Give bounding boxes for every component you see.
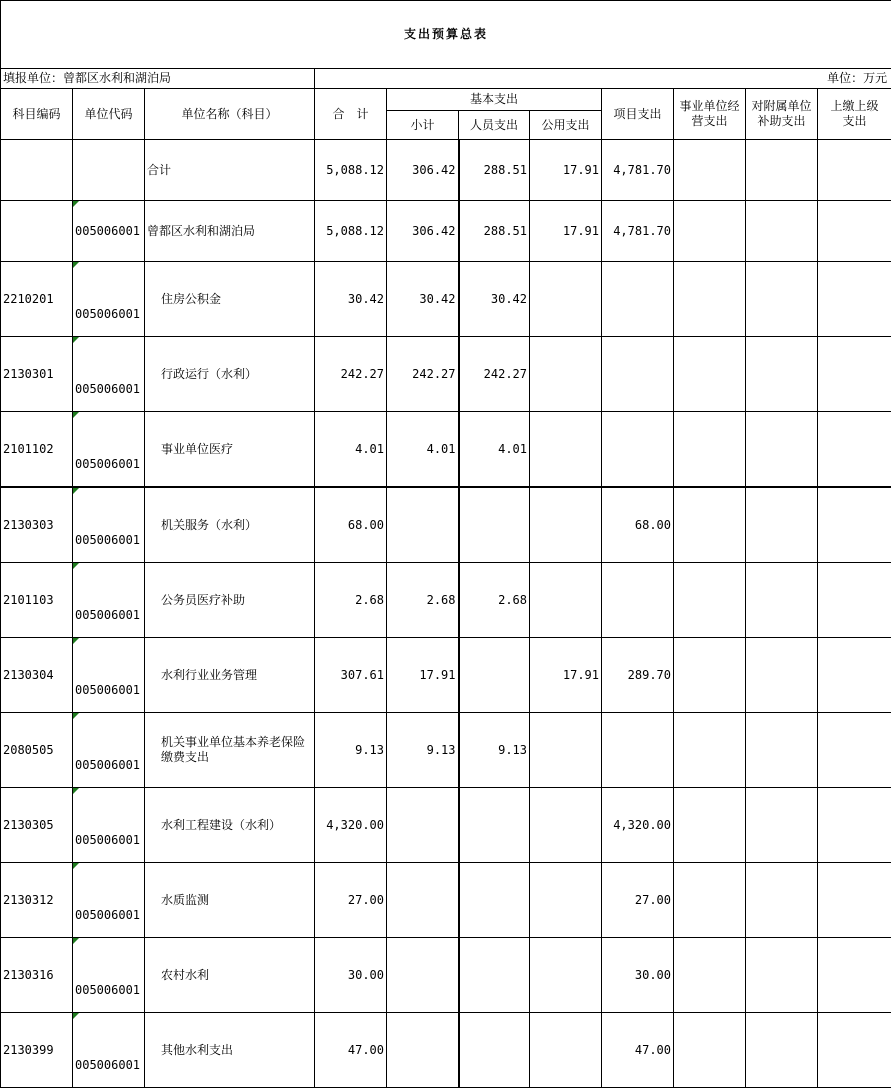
total-cell: 30.42 (315, 262, 387, 337)
upper-cell (818, 337, 891, 412)
header-project-expenditure: 项目支出 (602, 89, 674, 140)
unit-code-text: 005006001 (75, 833, 140, 847)
personnel-cell: 288.51 (459, 201, 530, 262)
subject-code-cell: 2130399 (1, 1013, 73, 1088)
subject-code-cell (1, 140, 73, 201)
public-cell (530, 713, 602, 788)
header-subtotal: 小计 (387, 111, 459, 140)
table-row (1, 412, 891, 488)
subtotal-cell: 306.42 (387, 140, 459, 201)
subject-code-cell: 2130301 (1, 337, 73, 412)
unit-name-cell: 水利行业业务管理 (145, 638, 315, 713)
unit-name-cell: 其他水利支出 (145, 1013, 315, 1088)
upper-cell (818, 412, 891, 488)
unit-code-cell (73, 337, 145, 412)
unit-code-cell (73, 262, 145, 337)
table-row (1, 713, 891, 788)
upper-cell (818, 563, 891, 638)
header-subject-code: 科目编码 (1, 89, 73, 140)
table-row (1, 140, 891, 201)
cell-note-marker-icon (73, 713, 79, 719)
project-cell: 30.00 (602, 938, 674, 1013)
cell-note-marker-icon (73, 863, 79, 869)
operating-cell (674, 262, 746, 337)
unit-code-text: 005006001 (75, 307, 140, 321)
unit-code-cell (73, 563, 145, 638)
unit-code-cell (73, 938, 145, 1013)
total-cell: 9.13 (315, 713, 387, 788)
header-basic-expenditure: 基本支出 (387, 89, 602, 111)
unit-code-cell (73, 487, 145, 563)
subject-code-cell: 2130316 (1, 938, 73, 1013)
personnel-cell (459, 788, 530, 863)
upper-cell (818, 713, 891, 788)
unit-code-text: 005006001 (75, 683, 140, 697)
personnel-cell (459, 938, 530, 1013)
unit-code-cell (73, 140, 145, 201)
operating-cell (674, 713, 746, 788)
operating-cell (674, 140, 746, 201)
personnel-cell: 242.27 (459, 337, 530, 412)
subject-code-cell: 2101102 (1, 412, 73, 488)
upper-cell (818, 140, 891, 201)
personnel-cell: 288.51 (459, 140, 530, 201)
operating-cell (674, 863, 746, 938)
unit-code-text: 005006001 (75, 1058, 140, 1072)
public-cell (530, 563, 602, 638)
unit-name-cell: 行政运行（水利） (145, 337, 315, 412)
unit-code-cell (73, 788, 145, 863)
subject-code-cell: 2130312 (1, 863, 73, 938)
subsidy-cell (746, 412, 818, 488)
public-cell (530, 412, 602, 488)
public-cell (530, 1013, 602, 1088)
total-cell: 2.68 (315, 563, 387, 638)
total-cell: 47.00 (315, 1013, 387, 1088)
operating-cell (674, 201, 746, 262)
operating-cell (674, 1013, 746, 1088)
unit-name-cell: 机关事业单位基本养老保险缴费支出 (145, 713, 315, 788)
subtotal-cell (387, 1013, 459, 1088)
table-row (1, 788, 891, 863)
unit-code-cell (73, 638, 145, 713)
unit-name-cell: 事业单位医疗 (145, 412, 315, 488)
header-unit-name: 单位名称（科目） (145, 89, 315, 140)
personnel-cell (459, 1013, 530, 1088)
total-cell: 5,088.12 (315, 140, 387, 201)
table-row (1, 1013, 891, 1088)
table-row (1, 563, 891, 638)
subsidy-cell (746, 1013, 818, 1088)
cell-note-marker-icon (73, 788, 79, 794)
subtotal-cell (387, 788, 459, 863)
unit-name-cell: 合计 (145, 140, 315, 201)
upper-cell (818, 863, 891, 938)
subject-code-cell: 2101103 (1, 563, 73, 638)
project-cell: 4,320.00 (602, 788, 674, 863)
project-cell: 4,781.70 (602, 201, 674, 262)
subsidy-cell (746, 337, 818, 412)
subtotal-cell (387, 938, 459, 1013)
header-subsidy-expenditure: 对附属单位补助支出 (746, 89, 818, 140)
operating-cell (674, 788, 746, 863)
unit-name-cell: 曾都区水利和湖泊局 (145, 201, 315, 262)
unit-code-cell (73, 412, 145, 488)
unit-name-cell: 水质监测 (145, 863, 315, 938)
personnel-cell (459, 487, 530, 563)
personnel-cell: 4.01 (459, 412, 530, 488)
unit-code-text: 005006001 (75, 983, 140, 997)
personnel-cell (459, 863, 530, 938)
operating-cell (674, 487, 746, 563)
operating-cell (674, 412, 746, 488)
subsidy-cell (746, 863, 818, 938)
public-cell: 17.91 (530, 140, 602, 201)
subject-code-cell: 2130303 (1, 487, 73, 563)
cell-note-marker-icon (73, 1013, 79, 1019)
cell-note-marker-icon (73, 938, 79, 944)
unit-code-cell (73, 1013, 145, 1088)
public-cell: 17.91 (530, 201, 602, 262)
subtotal-cell: 2.68 (387, 563, 459, 638)
subtotal-cell: 17.91 (387, 638, 459, 713)
public-cell (530, 938, 602, 1013)
subtotal-cell: 306.42 (387, 201, 459, 262)
subtotal-cell: 4.01 (387, 412, 459, 488)
project-cell: 68.00 (602, 487, 674, 563)
total-cell: 30.00 (315, 938, 387, 1013)
upper-cell (818, 262, 891, 337)
unit-name-cell: 公务员医疗补助 (145, 563, 315, 638)
personnel-cell: 2.68 (459, 563, 530, 638)
unit-label: 单位：万元 (315, 69, 891, 89)
table-row (1, 487, 891, 563)
filing-unit: 填报单位：曾都区水利和湖泊局 (1, 69, 315, 89)
subject-code-cell: 2210201 (1, 262, 73, 337)
subsidy-cell (746, 201, 818, 262)
header-public: 公用支出 (530, 111, 602, 140)
cell-note-marker-icon (73, 262, 79, 268)
upper-cell (818, 1013, 891, 1088)
unit-code-text: 005006001 (75, 533, 140, 547)
unit-code-text: 005006001 (75, 608, 140, 622)
table-row (1, 201, 891, 262)
project-cell (602, 412, 674, 488)
total-cell: 307.61 (315, 638, 387, 713)
project-cell (602, 713, 674, 788)
upper-cell (818, 638, 891, 713)
operating-cell (674, 638, 746, 713)
unit-name-cell: 水利工程建设（水利） (145, 788, 315, 863)
subject-code-cell: 2130304 (1, 638, 73, 713)
subject-code-cell: 2130305 (1, 788, 73, 863)
table-row (1, 938, 891, 1013)
project-cell (602, 337, 674, 412)
public-cell: 17.91 (530, 638, 602, 713)
table-row (1, 638, 891, 713)
page-title: 支出预算总表 (1, 1, 891, 69)
subject-code-cell: 2080505 (1, 713, 73, 788)
unit-code-text: 005006001 (75, 908, 140, 922)
unit-code-text: 005006001 (75, 457, 140, 471)
project-cell (602, 563, 674, 638)
cell-note-marker-icon (73, 412, 79, 418)
subtotal-cell (387, 487, 459, 563)
unit-code-text: 005006001 (75, 382, 140, 396)
upper-cell (818, 938, 891, 1013)
table-row (1, 863, 891, 938)
subtotal-cell: 30.42 (387, 262, 459, 337)
total-cell: 4.01 (315, 412, 387, 488)
header-upper-expenditure: 上缴上级支出 (818, 89, 891, 140)
subtotal-cell (387, 863, 459, 938)
cell-note-marker-icon (73, 337, 79, 343)
total-cell: 68.00 (315, 487, 387, 563)
subsidy-cell (746, 487, 818, 563)
total-cell: 242.27 (315, 337, 387, 412)
unit-name-cell: 机关服务（水利） (145, 487, 315, 563)
subtotal-cell: 242.27 (387, 337, 459, 412)
project-cell: 4,781.70 (602, 140, 674, 201)
subsidy-cell (746, 788, 818, 863)
project-cell: 289.70 (602, 638, 674, 713)
upper-cell (818, 201, 891, 262)
project-cell (602, 262, 674, 337)
unit-code-cell (73, 713, 145, 788)
header-personnel: 人员支出 (459, 111, 530, 140)
public-cell (530, 262, 602, 337)
total-cell: 27.00 (315, 863, 387, 938)
public-cell (530, 863, 602, 938)
total-cell: 5,088.12 (315, 201, 387, 262)
subsidy-cell (746, 262, 818, 337)
cell-note-marker-icon (73, 488, 79, 494)
public-cell (530, 337, 602, 412)
subsidy-cell (746, 563, 818, 638)
project-cell: 27.00 (602, 863, 674, 938)
subsidy-cell (746, 713, 818, 788)
unit-name-cell: 住房公积金 (145, 262, 315, 337)
subsidy-cell (746, 638, 818, 713)
public-cell (530, 487, 602, 563)
table-row (1, 337, 891, 412)
subject-code-cell (1, 201, 73, 262)
total-cell: 4,320.00 (315, 788, 387, 863)
operating-cell (674, 337, 746, 412)
subtotal-cell: 9.13 (387, 713, 459, 788)
unit-name-cell: 农村水利 (145, 938, 315, 1013)
operating-cell (674, 938, 746, 1013)
subsidy-cell (746, 938, 818, 1013)
operating-cell (674, 563, 746, 638)
header-unit-code: 单位代码 (73, 89, 145, 140)
table-row (1, 262, 891, 337)
unit-code-text: 005006001 (75, 758, 140, 772)
upper-cell (818, 788, 891, 863)
cell-note-marker-icon (73, 638, 79, 644)
unit-code-cell (73, 201, 145, 262)
unit-code-text: 005006001 (75, 224, 140, 238)
personnel-cell: 30.42 (459, 262, 530, 337)
project-cell: 47.00 (602, 1013, 674, 1088)
header-operating-expenditure: 事业单位经营支出 (674, 89, 746, 140)
personnel-cell: 9.13 (459, 713, 530, 788)
cell-note-marker-icon (73, 201, 79, 207)
header-total: 合 计 (315, 89, 387, 140)
unit-code-cell (73, 863, 145, 938)
cell-note-marker-icon (73, 563, 79, 569)
upper-cell (818, 487, 891, 563)
subsidy-cell (746, 140, 818, 201)
personnel-cell (459, 638, 530, 713)
public-cell (530, 788, 602, 863)
